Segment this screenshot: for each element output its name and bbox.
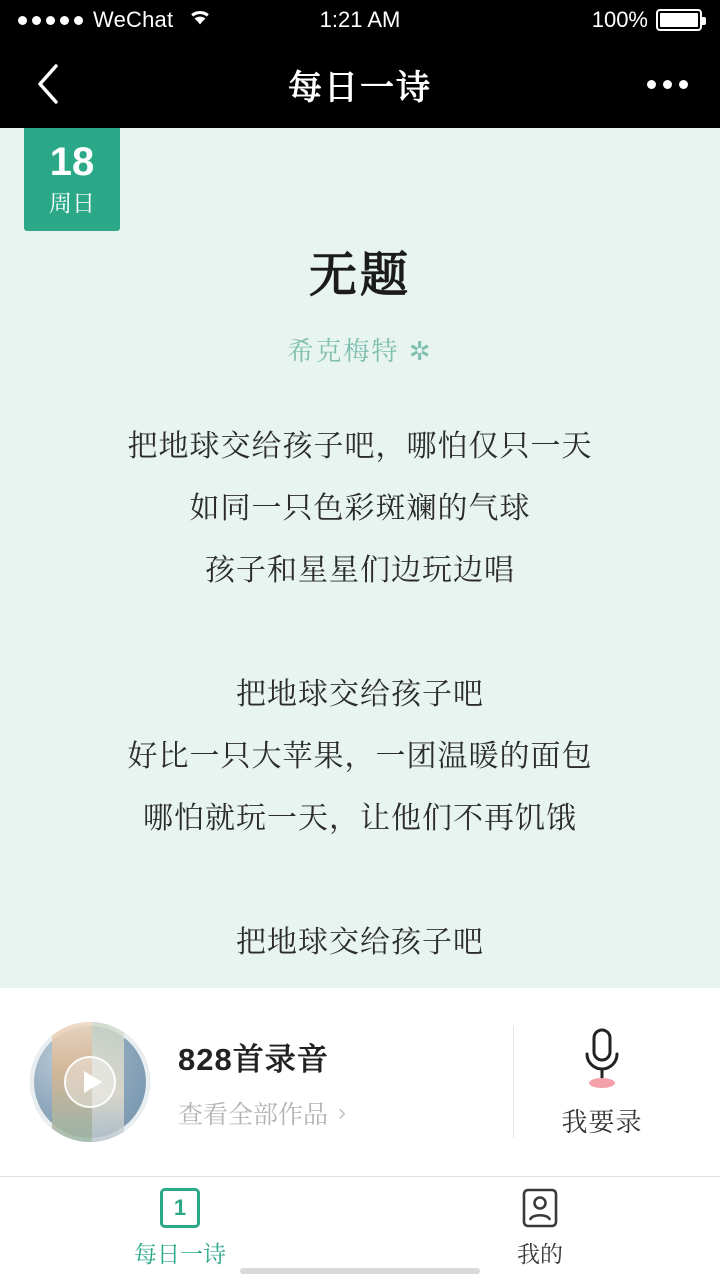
status-left — [18, 7, 213, 33]
status-right — [592, 7, 702, 33]
stanza-gap — [0, 602, 720, 664]
status-bar — [0, 0, 720, 40]
carrier-label: WeChat — [93, 7, 174, 32]
more-options-button[interactable] — [640, 62, 694, 106]
poem-content — [0, 128, 720, 1176]
home-indicator — [240, 1268, 480, 1274]
player-info[interactable] — [178, 1034, 505, 1131]
calendar-icon — [160, 1188, 200, 1228]
person-icon — [520, 1188, 560, 1228]
tab-daily-poem-label: 每日一诗 — [134, 1241, 226, 1267]
tab-daily-poem[interactable] — [0, 1177, 360, 1280]
play-circle-icon — [64, 1056, 116, 1108]
poem-line: 把地球交给孩子吧，哪怕仅只一天 — [127, 430, 593, 463]
battery-icon — [656, 9, 702, 31]
play-button[interactable] — [30, 1022, 150, 1142]
date-day: 18 — [49, 140, 95, 184]
poem-title: 无题 — [308, 249, 411, 302]
poem-line: 把地球交给孩子吧 — [236, 678, 484, 711]
view-all-works-label: 查看全部作品 — [178, 1100, 329, 1129]
poem-line: 如同一只色彩斑斓的气球 — [189, 492, 531, 525]
tab-bar — [0, 1176, 720, 1280]
battery-percent-label: 100% — [591, 7, 648, 32]
audio-player-bar — [0, 988, 720, 1176]
record-button[interactable] — [514, 1026, 690, 1139]
wifi-icon — [187, 7, 213, 33]
poem-line: 哪怕就玩一天，让他们不再饥饿 — [143, 802, 577, 835]
page-title: 每日一诗 — [288, 68, 432, 107]
chevron-right-icon: › — [338, 1098, 347, 1126]
recordings-count-label: 828首录音 — [178, 1041, 329, 1077]
calendar-badge: 1 — [173, 1195, 187, 1220]
status-time: 1:21 AM — [319, 7, 401, 32]
microphone-icon — [576, 1026, 628, 1090]
signal-strength-icon — [18, 16, 83, 25]
navigation-bar — [0, 40, 720, 128]
date-weekday: 周日 — [49, 190, 95, 216]
record-label: 我要录 — [561, 1106, 643, 1137]
date-badge — [24, 128, 120, 231]
poem-line: 孩子和星星们边玩边唱 — [205, 554, 515, 587]
view-all-works-link[interactable] — [178, 1095, 505, 1131]
poem-line: 把地球交给孩子吧 — [236, 926, 484, 959]
poem-body — [0, 416, 720, 1036]
poem-line: 好比一只大苹果，一团温暖的面包 — [127, 740, 593, 773]
poem-author: 希克梅特 ✲ — [287, 336, 433, 366]
tab-mine[interactable] — [360, 1177, 720, 1280]
tab-mine-label: 我的 — [517, 1241, 563, 1267]
poem-block — [0, 128, 720, 1036]
stanza-gap — [0, 850, 720, 912]
